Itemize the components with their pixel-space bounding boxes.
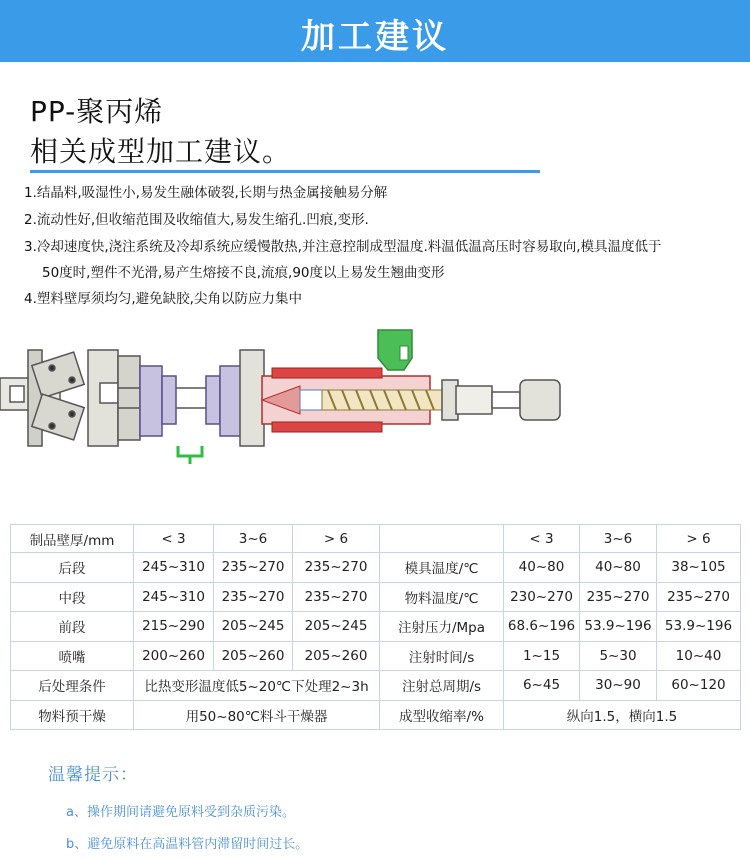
table-cell: 40~80	[580, 553, 657, 583]
table-cell: 30~90	[580, 671, 657, 701]
page-title: 加工建议	[301, 17, 449, 57]
table-row	[11, 612, 741, 642]
table-row	[11, 641, 741, 671]
note-line: 1.结晶料,吸湿性小,易发生融体破裂,长期与热金属接触易分解	[24, 185, 388, 201]
table-cell: 5~30	[580, 641, 657, 671]
tip-item: a、操作期间请避免原料受到杂质污染。	[66, 805, 295, 820]
table-cell: 245~310	[134, 582, 214, 612]
table-cell: 10~40	[657, 641, 741, 671]
table-cell: 用50~80℃料斗干燥器	[134, 700, 380, 730]
note-line: 2.流动性好,但收缩范围及收缩值大,易发生缩孔.凹痕,变形.	[24, 212, 369, 228]
table-cell: 成型收缩率/%	[380, 700, 504, 730]
table-cell: 230~270	[504, 582, 580, 612]
table-cell: 3~6	[580, 525, 657, 553]
table-cell: 注射总周期/s	[380, 671, 504, 701]
table-cell: 215~290	[134, 612, 214, 642]
table-cell: 68.6~196	[504, 612, 580, 642]
table-cell: 205~245	[214, 612, 293, 642]
injection-machine-diagram	[0, 328, 750, 468]
title-underline	[30, 170, 540, 173]
table-cell: 前段	[11, 612, 134, 642]
table-cell: 6~45	[504, 671, 580, 701]
table-cell: 1~15	[504, 641, 580, 671]
header-banner	[0, 0, 750, 62]
table-row	[11, 700, 741, 730]
table-cell: 后段	[11, 553, 134, 583]
injection-unit	[442, 380, 560, 420]
material-name: PP-聚丙烯	[30, 95, 164, 128]
hopper	[378, 330, 412, 370]
table-cell: 235~270	[214, 553, 293, 583]
note-line: 4.塑料壁厚须均匀,避免缺胶,尖角以防应力集中	[24, 291, 302, 307]
processing-parameter-table	[10, 524, 741, 730]
section-subtitle: 相关成型加工建议。	[30, 135, 292, 168]
table-cell: 60~120	[657, 671, 741, 701]
note-line: 3.冷却速度快,浇注系统及冷却系统应缓慢散热,并注意控制成型温度.料温低温高压时容易取向,模具温度低于	[24, 239, 662, 255]
table-cell: 注射压力/Mpa	[380, 612, 504, 642]
tip-item: b、避免原料在高温料管内滞留时间过长。	[66, 837, 309, 852]
table-cell	[380, 525, 504, 553]
clamp-unit	[0, 350, 240, 446]
table-cell: 235~270	[293, 553, 380, 583]
table-cell: 205~260	[214, 641, 293, 671]
table-cell: 235~270	[580, 582, 657, 612]
table-cell: 喷嘴	[11, 641, 134, 671]
mold	[140, 350, 264, 446]
table-cell: 物料温度/℃	[380, 582, 504, 612]
table-cell: 注射时间/s	[380, 641, 504, 671]
table-row	[11, 582, 741, 612]
table-cell: 纵向1.5，横向1.5	[504, 700, 741, 730]
table-cell: 3~6	[214, 525, 293, 553]
barrel	[262, 368, 442, 432]
table-cell: 245~310	[134, 553, 214, 583]
table-cell: 后处理条件	[11, 671, 134, 701]
table-row	[11, 553, 741, 583]
table-cell: 40~80	[504, 553, 580, 583]
ejector-bracket	[178, 446, 202, 464]
note-line: 50度时,塑件不光滑,易产生熔接不良,流痕,90度以上易发生翘曲变形	[42, 265, 445, 281]
table-cell: > 6	[657, 525, 741, 553]
table-cell: < 3	[504, 525, 580, 553]
table-cell: < 3	[134, 525, 214, 553]
table-cell: 制品壁厚/mm	[11, 525, 134, 553]
table-cell: 物料预干燥	[11, 700, 134, 730]
table-cell: 模具温度/℃	[380, 553, 504, 583]
table-row	[11, 525, 741, 553]
table-cell: 38~105	[657, 553, 741, 583]
table-cell: 比热变形温度低5~20℃下处理2~3h	[134, 671, 380, 701]
table-cell: 53.9~196	[580, 612, 657, 642]
tips-title: 温馨提示：	[48, 765, 138, 785]
table-row	[11, 671, 741, 701]
table-cell: 235~270	[293, 582, 380, 612]
table-cell: 205~260	[293, 641, 380, 671]
table-cell: > 6	[293, 525, 380, 553]
table-cell: 中段	[11, 582, 134, 612]
table-cell: 205~245	[293, 612, 380, 642]
table-cell: 235~270	[657, 582, 741, 612]
table-cell: 200~260	[134, 641, 214, 671]
table-cell: 53.9~196	[657, 612, 741, 642]
table-cell: 235~270	[214, 582, 293, 612]
